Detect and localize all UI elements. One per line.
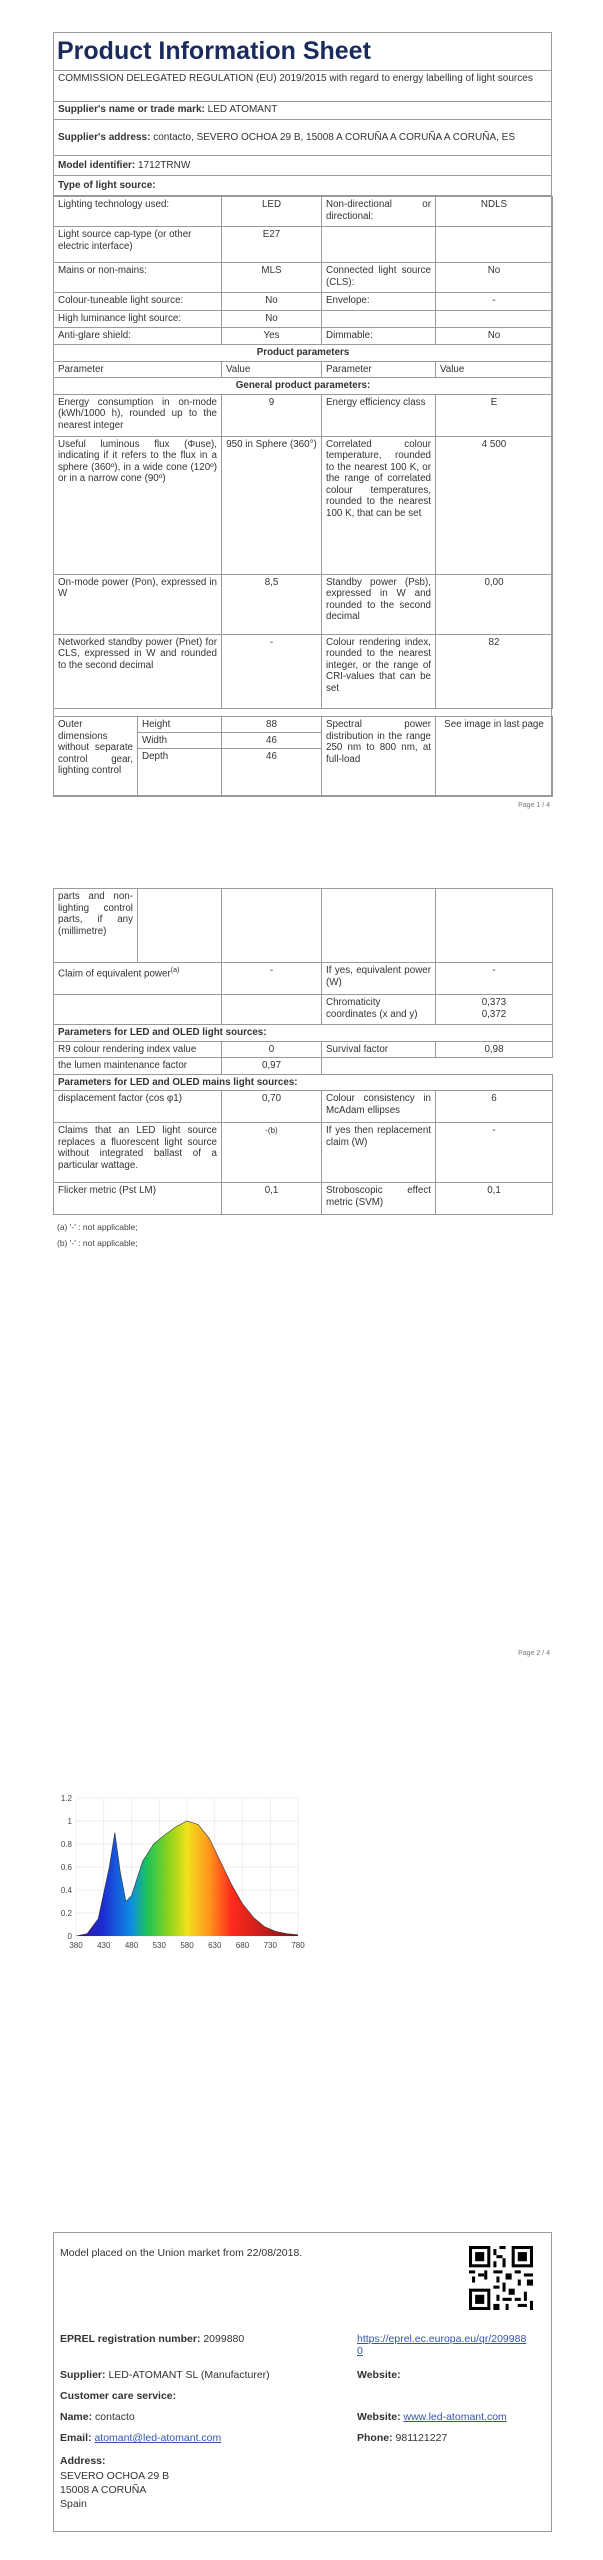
type-value-1: MLS <box>222 263 322 293</box>
email-row <box>60 2432 221 2444</box>
param-value-1: 0,1 <box>222 1183 322 1215</box>
param-label-2: If yes, equivalent power (W) <box>322 963 436 995</box>
type-row <box>54 263 553 293</box>
general-params-row <box>54 378 553 395</box>
param-value-2: 0,98 <box>436 1041 553 1058</box>
param-label-2: Colour rendering index, rounded to the nearest integer, or the range of CRI-values that can be set <box>322 634 436 708</box>
param-value-1: -(b) <box>222 1123 322 1183</box>
empty-cell <box>322 1058 553 1075</box>
market-date: Model placed on the Union market from 22/08/2018. <box>60 2247 303 2259</box>
regulation-label: COMMISSION DELEGATED REGULATION (EU) 2019/2015 with regard to energy labelling of light sources <box>58 73 533 84</box>
eprel-row <box>60 2333 244 2345</box>
type-label-1: Lighting technology used: <box>54 197 222 227</box>
param-label-1: Flicker metric (Pst LM) <box>54 1183 222 1215</box>
param-value-2: 0,00 <box>436 574 553 634</box>
type-label-1: High luminance light source: <box>54 311 222 328</box>
param-label-2: If yes then replacement claim (W) <box>322 1123 436 1183</box>
mains-heading-row <box>54 1074 553 1091</box>
general-params-heading: General product parameters: <box>54 378 553 395</box>
type-label-1: Anti-glare shield: <box>54 328 222 345</box>
param-label-2: Chromaticity coordinates (x and y) <box>322 995 436 1025</box>
product-parameters-row <box>54 345 553 362</box>
param-label-2: Stroboscopic effect metric (SVM) <box>322 1183 436 1215</box>
type-heading: Type of light source: <box>58 180 156 191</box>
address-line-2: 15008 A CORUÑA <box>60 2484 147 2496</box>
footnote-a: (a) '-' : not applicable; <box>57 1222 138 1232</box>
y-axis-ticks <box>61 1794 73 1941</box>
x-tick-label: 430 <box>97 1941 111 1950</box>
supplier-value: LED-ATOMANT SL (Manufacturer) <box>108 2369 270 2381</box>
model-label: Model identifier: <box>58 160 136 171</box>
phone-value: 981121227 <box>395 2432 448 2444</box>
type-table <box>53 196 553 709</box>
y-tick-label: 0.2 <box>60 1909 72 1918</box>
supplier-name-row <box>53 102 552 120</box>
dimensions-label-cont: parts and non-lighting control parts, if any (millimetre) <box>54 889 138 963</box>
param-value-1: 950 in Sphere (360°) <box>222 436 322 574</box>
claim-footnote: (a) <box>170 967 180 974</box>
type-label-2 <box>322 311 436 328</box>
x-tick-label: 730 <box>263 1941 277 1950</box>
col-header-param-1: Parameter <box>54 361 222 378</box>
x-tick-label: 530 <box>152 1941 166 1950</box>
type-label-2: Non-directional or directional: <box>322 197 436 227</box>
param-value-2: - <box>436 1123 553 1183</box>
y-tick-label: 1.2 <box>60 1794 72 1803</box>
claim-label: Claim of equivalent power <box>58 968 171 980</box>
email-link[interactable]: atomant@led-atomant.com <box>94 2432 222 2444</box>
param-row <box>54 1183 553 1215</box>
type-value-2: NDLS <box>436 197 553 227</box>
dimensions-table-cont <box>53 888 553 963</box>
param-label-2: Correlated colour temperature, rounded to the nearest 100 K, or the range of correlated colour temperatures, rounded to the nearest 100 K, that can be set <box>322 436 436 574</box>
y-tick-label: 0.6 <box>60 1863 72 1872</box>
col-header-value-1: Value <box>222 361 322 378</box>
param-label-1: R9 colour rendering index value <box>54 1041 222 1058</box>
model-row <box>53 156 552 176</box>
param-label-1: displacement factor (cos φ1) <box>54 1091 222 1123</box>
x-axis-ticks <box>69 1941 305 1950</box>
type-value-1: No <box>222 311 322 328</box>
param-value-2: 0,1 <box>436 1183 553 1215</box>
address-line-3: Spain <box>60 2498 87 2510</box>
type-label-1: Colour-tuneable light source: <box>54 293 222 311</box>
led-heading: Parameters for LED and OLED light sources: <box>54 1025 553 1042</box>
param-label-1: the lumen maintenance factor <box>54 1058 222 1075</box>
type-row <box>54 311 553 328</box>
param-value-1 <box>222 995 322 1025</box>
mains-heading: Parameters for LED and OLED mains light sources: <box>54 1074 553 1091</box>
param-value-1: - <box>222 963 322 995</box>
param-label-1: On-mode power (Pon), expressed in W <box>54 574 222 634</box>
param-value-1: 9 <box>222 394 322 436</box>
param-value-2: 4 500 <box>436 436 553 574</box>
type-value-2 <box>436 311 553 328</box>
type-label-2 <box>322 227 436 263</box>
param-row <box>54 436 553 574</box>
depth-label: Depth <box>142 751 169 762</box>
param-row <box>54 1123 553 1183</box>
type-label-2: Envelope: <box>322 293 436 311</box>
supplier-label: Supplier: <box>60 2369 106 2381</box>
type-value-2: - <box>436 293 553 311</box>
eprel-value: 2099880 <box>203 2333 245 2345</box>
supplier-row <box>60 2369 270 2381</box>
x-tick-label: 480 <box>124 1941 139 1950</box>
qr-code-icon[interactable] <box>469 2246 533 2310</box>
param-row <box>54 995 553 1025</box>
y-tick-label: 0 <box>67 1932 72 1941</box>
param-row <box>54 1058 553 1075</box>
product-parameters-heading: Product parameters <box>54 345 553 362</box>
dimensions-empty <box>138 889 222 963</box>
param-row <box>54 634 553 708</box>
type-value-1: No <box>222 293 322 311</box>
param-value-2: 6 <box>436 1091 553 1123</box>
name-label: Name: <box>60 2411 93 2423</box>
supplier-address-value: contacto, SEVERO OCHOA 29 B, 15008 A CORUÑA A CORUÑA A CORUÑA, ES <box>153 132 516 143</box>
param-value-2: 82 <box>436 634 553 708</box>
param-value-1: - <box>222 634 322 708</box>
type-row <box>54 293 553 311</box>
dimensions-empty <box>322 889 436 963</box>
dimensions-label: Outer dimensions without separate control gear, lighting control <box>54 717 138 797</box>
type-value-1: E27 <box>222 227 322 263</box>
type-value-2: No <box>436 263 553 293</box>
supplier-name-value: LED ATOMANT <box>207 104 278 115</box>
dimensions-empty <box>222 889 322 963</box>
type-row <box>54 328 553 345</box>
param-row <box>54 394 553 436</box>
param-row <box>54 1041 553 1058</box>
column-header-row <box>54 361 553 378</box>
param-value-1: 8,5 <box>222 574 322 634</box>
param-label-1: Networked standby power (Pnet) for CLS, expressed in W and rounded to the second decimal <box>54 634 222 708</box>
x-tick-label: 630 <box>208 1941 222 1950</box>
param-row <box>54 1091 553 1123</box>
type-row <box>54 197 553 227</box>
website-label-1: Website: <box>357 2369 401 2381</box>
website-link[interactable]: www.led-atomant.com <box>403 2411 507 2423</box>
spd-label: Spectral power distribution in the range 250 nm to 800 nm, at full-load <box>322 717 436 797</box>
customer-care-label: Customer care service: <box>60 2390 177 2402</box>
type-value-2: No <box>436 328 553 345</box>
type-value-1: LED <box>222 197 322 227</box>
type-value-1: Yes <box>222 328 322 345</box>
x-tick-label: 580 <box>180 1941 194 1950</box>
page-title: Product Information Sheet <box>57 37 371 65</box>
eprel-label: EPREL registration number: <box>60 2333 201 2345</box>
param-label-2: Survival factor <box>322 1041 436 1058</box>
name-row <box>60 2411 135 2423</box>
footnote-b: (b) '-' : not applicable; <box>57 1238 138 1248</box>
address-line-1: SEVERO OCHOA 29 B <box>60 2470 170 2482</box>
type-label-1: Light source cap-type (or other electric interface) <box>54 227 222 263</box>
param-label-2: Energy efficiency class <box>322 394 436 436</box>
y-tick-label: 0.4 <box>60 1886 72 1895</box>
supplier-name-label: Supplier's name or trade mark: <box>58 104 205 115</box>
type-heading-row <box>53 176 552 196</box>
name-value: contacto <box>95 2411 135 2423</box>
param-value-2: E <box>436 394 553 436</box>
param-label-1: Energy consumption in on-mode (kWh/1000 h), rounded up to the nearest integer <box>54 394 222 436</box>
dimensions-table <box>53 716 553 797</box>
phone-row <box>357 2432 447 2444</box>
param-label-1: Useful luminous flux (Φuse), indicating if it refers to the flux in a sphere (360º), in a wide cone (120º) or in a narrow cone (90º) <box>54 436 222 574</box>
type-value-2 <box>436 227 553 263</box>
param-label-2: Colour consistency in McAdam ellipses <box>322 1091 436 1123</box>
type-label-1: Mains or non-mains: <box>54 263 222 293</box>
depth-value: 46 <box>266 751 277 762</box>
y-tick-label: 1 <box>67 1817 72 1826</box>
spectrum-area <box>76 1821 298 1936</box>
width-label: Width <box>138 733 221 749</box>
height-label: Height <box>138 717 221 733</box>
col-header-value-2: Value <box>436 361 553 378</box>
param-row <box>54 574 553 634</box>
dimensions-values <box>222 717 322 797</box>
param-row <box>54 963 553 995</box>
led-heading-row <box>54 1025 553 1042</box>
param-value-2: - <box>436 963 553 995</box>
supplier-address-label: Supplier's address: <box>58 132 151 143</box>
param-label-1: Claims that an LED light source replaces a fluorescent light source without integrated ballast of a particular wattage. <box>54 1123 222 1183</box>
type-row <box>54 227 553 263</box>
param-label-2: Standby power (Psb), expressed in W and rounded to the second decimal <box>322 574 436 634</box>
email-label: Email: <box>60 2432 92 2444</box>
col-header-param-2: Parameter <box>322 361 436 378</box>
type-label-2: Dimmable: <box>322 328 436 345</box>
supplier-address-row <box>53 120 552 156</box>
x-tick-label: 380 <box>69 1941 83 1950</box>
dimensions-empty <box>436 889 553 963</box>
param-value-1: 0,97 <box>222 1058 322 1075</box>
phone-label: Phone: <box>357 2432 393 2444</box>
website-label-2: Website: <box>357 2411 401 2423</box>
y-tick-label: 0.8 <box>60 1840 72 1849</box>
width-value: 46 <box>222 733 321 749</box>
dimensions-subcells <box>138 717 222 797</box>
param-label-1 <box>54 963 222 995</box>
chromaticity-value: 0,373 0,372 <box>436 995 553 1025</box>
x-tick-label: 680 <box>235 1941 250 1950</box>
spectrum-chart <box>48 1786 308 1961</box>
spd-value: See image in last page <box>436 717 553 797</box>
height-value: 88 <box>222 717 321 733</box>
eprel-link[interactable]: https://eprel.ec.europa.eu/qr/2099880 <box>357 2333 527 2357</box>
model-value: 1712TRNW <box>138 160 191 171</box>
website-row <box>357 2411 507 2423</box>
address-label: Address: <box>60 2455 106 2467</box>
page-number: Page 2 / 4 <box>518 1650 550 1657</box>
param-value-1: 0,70 <box>222 1091 322 1123</box>
regulation-text <box>53 70 552 102</box>
x-tick-label: 780 <box>291 1941 305 1950</box>
page-number: Page 1 / 4 <box>518 802 550 809</box>
type-label-2: Connected light source (CLS): <box>322 263 436 293</box>
param-value-1: 0 <box>222 1041 322 1058</box>
page2-table <box>53 962 553 1215</box>
param-label-1 <box>54 995 222 1025</box>
